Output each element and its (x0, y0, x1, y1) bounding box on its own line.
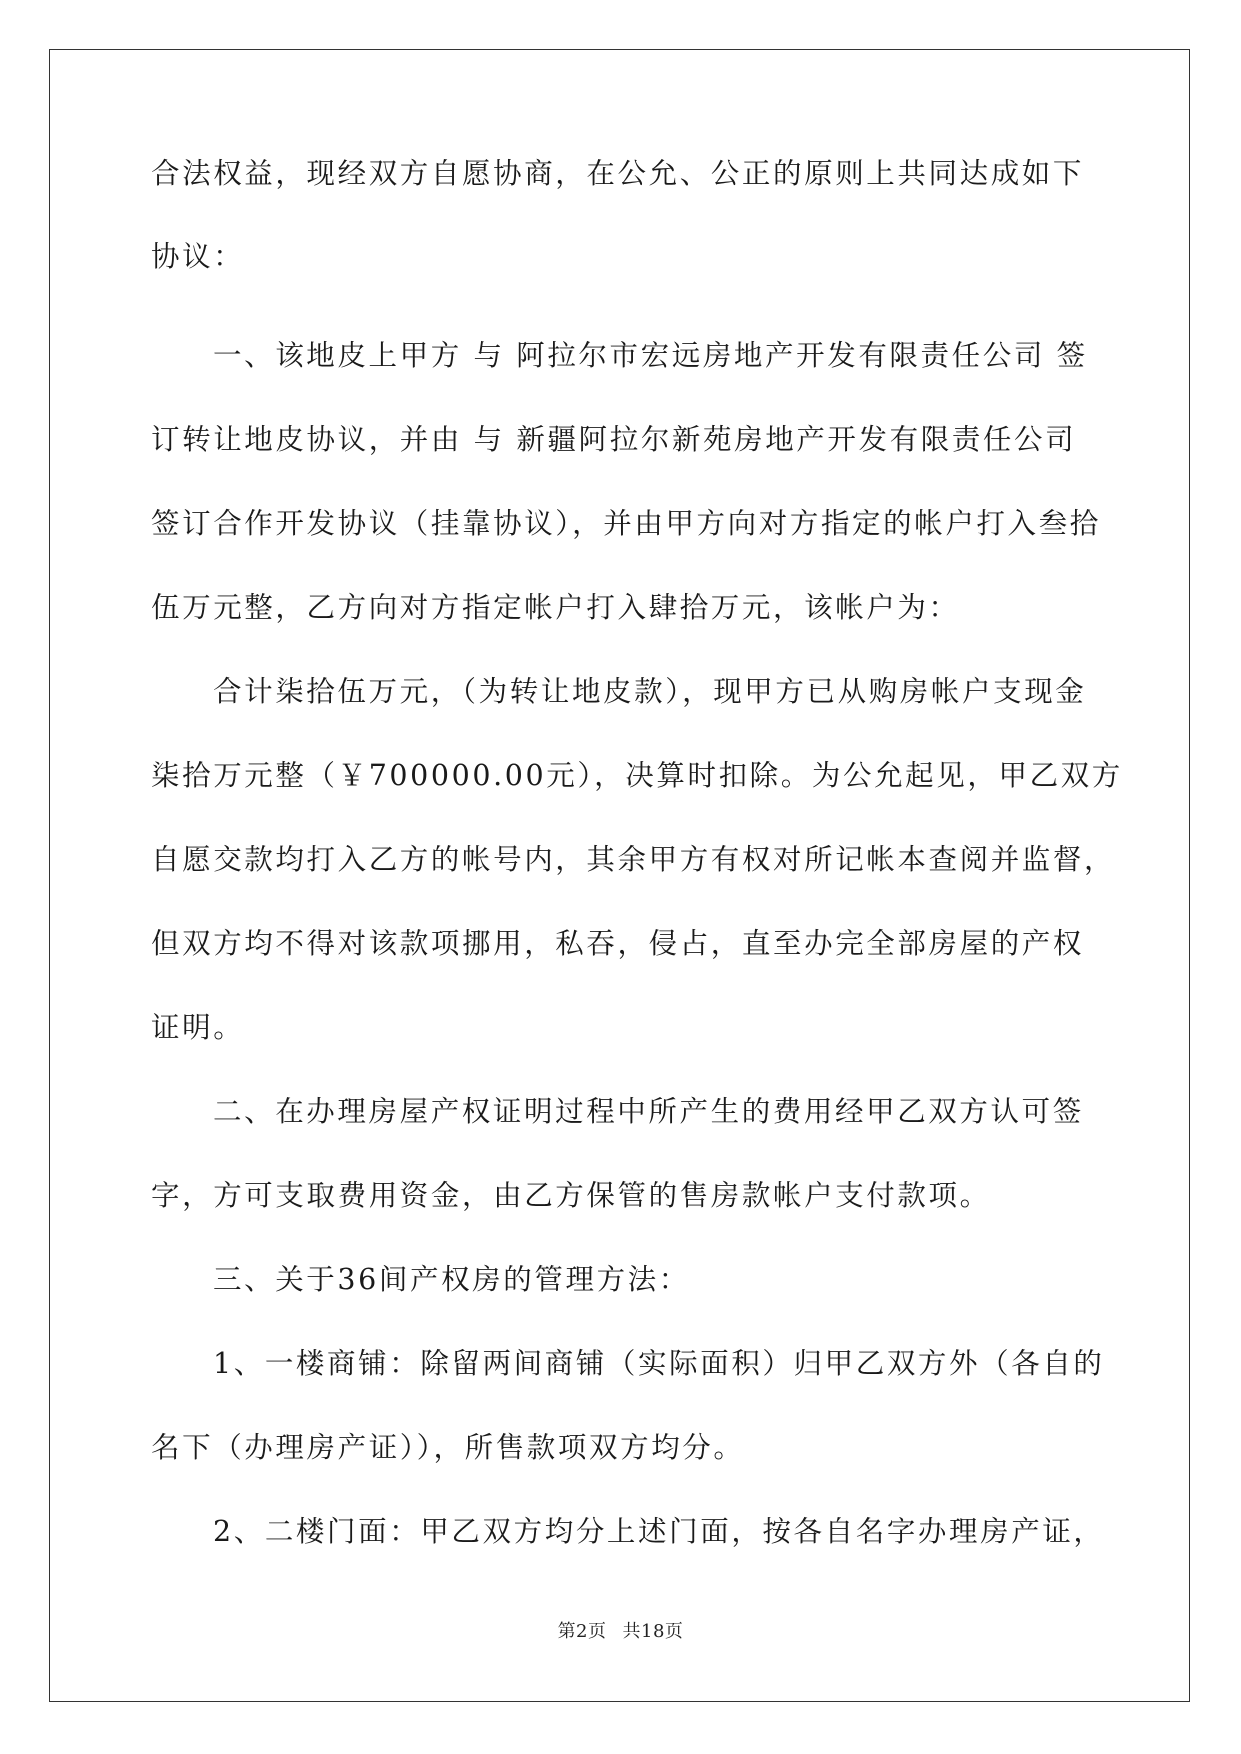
text-line: 自愿交款均打入乙方的帐号内，其余甲方有权对所记帐本查阅并监督， (151, 843, 1116, 876)
text-line: 2、二楼门面：甲乙双方均分上述门面，按各自名字办理房产证， (213, 1515, 1105, 1548)
text-line: 三、关于36间产权房的管理方法： (213, 1263, 690, 1296)
text-line: 名下（办理房产证）），所售款项双方均分。 (151, 1431, 745, 1464)
text-line: 合计柒拾伍万元，（为转让地皮款），现甲方已从购房帐户支现金 (213, 675, 1087, 708)
text-line: 伍万元整，乙方向对方指定帐户打入肆拾万元，该帐户为： (151, 591, 960, 624)
text-line: 1、一楼商铺：除留两间商铺（实际面积）归甲乙双方外（各自的 (213, 1347, 1105, 1380)
text-line: 签订合作开发协议（挂靠协议），并由甲方向对方指定的帐户打入叁拾 (151, 507, 1101, 540)
text-line: 但双方均不得对该款项挪用，私吞，侵占，直至办完全部房屋的产权 (151, 927, 1085, 960)
text-line: 二、在办理房屋产权证明过程中所产生的费用经甲乙双方认可签 (213, 1095, 1084, 1128)
text-line: 协议： (151, 240, 245, 273)
text-line: 订转让地皮协议，并由 与 新疆阿拉尔新苑房地产开发有限责任公司 (151, 423, 1077, 456)
text-line: 字，方可支取费用资金，由乙方保管的售房款帐户支付款项。 (151, 1179, 991, 1212)
page-total: 共18页 (622, 1621, 684, 1642)
text-line: 柒拾万元整（￥700000.00元），决算时扣除。为公允起见，甲乙双方 (151, 759, 1123, 792)
text-line: 一、该地皮上甲方 与 阿拉尔市宏远房地产开发有限责任公司 签 (213, 339, 1088, 372)
page-number: 第2页 (557, 1621, 607, 1642)
text-line: 合法权益，现经双方自愿协商，在公允、公正的原则上共同达成如下 (151, 157, 1085, 190)
text-line: 证明。 (151, 1011, 245, 1044)
page-footer (0, 1617, 1241, 1643)
